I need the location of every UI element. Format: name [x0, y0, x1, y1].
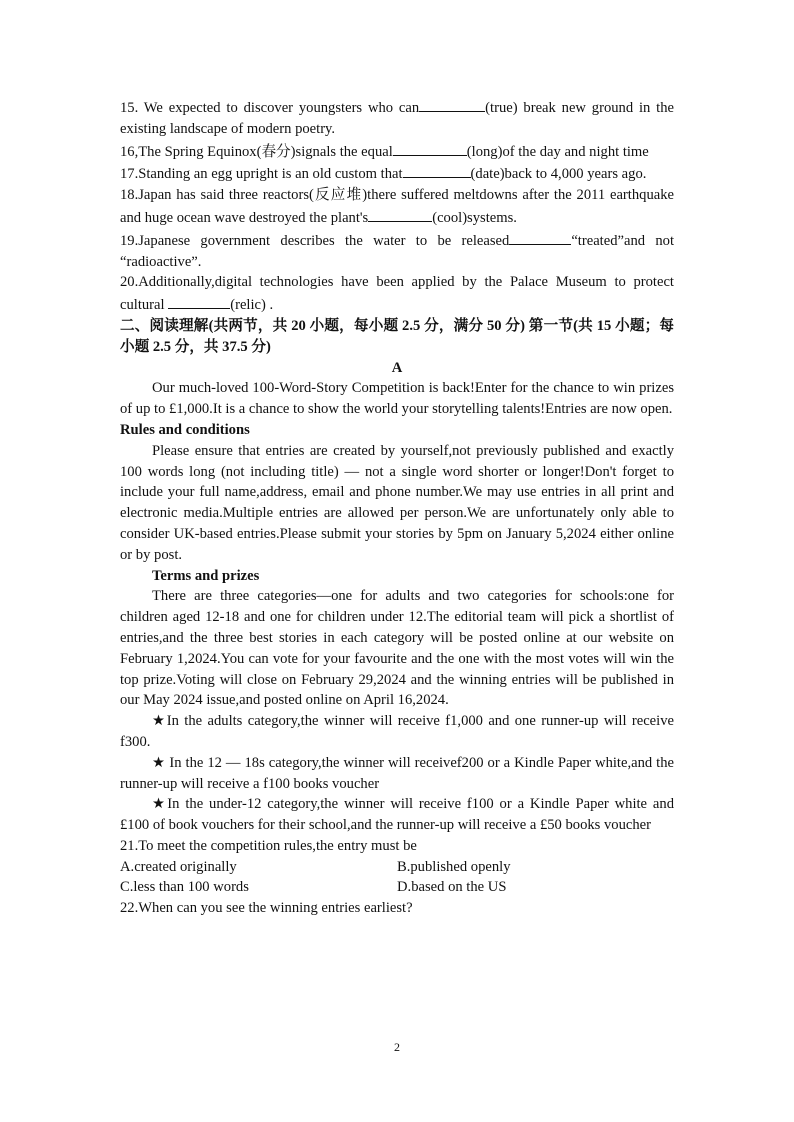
answer-blank-18[interactable] — [368, 206, 432, 222]
question-19: 19.Japanese government describes the water to be released “treated”and not “radioactive”. — [120, 229, 674, 273]
rules-text: Please ensure that entries are created by yourself,not previously published and exactly 100 words long (not including title) — not a single word shorter or longer!Don't forget to include your full name,address, email and phone number.We may use entries in all print and electronic media.Multiple entries are allowed per person.We are unfortunately only able to consider UK-based entries.Please submit your stories by 5pm on January 5,2024 either online or by post. — [120, 442, 674, 563]
question-21-options-row-1 — [120, 857, 674, 878]
answer-blank-15[interactable] — [419, 96, 485, 112]
rules-heading: Rules and conditions — [120, 421, 250, 438]
answer-blank-17[interactable] — [403, 162, 471, 178]
passage-intro: Our much-loved 100-Word-Story Competition is back!Enter for the chance to win prizes of up to £1,000.It is a chance to show the world your storytelling talents!Entries are now open. — [120, 380, 674, 418]
answer-blank-16[interactable] — [393, 140, 467, 156]
question-15: 15. We expected to discover youngsters who can (true) break new ground in the existing landscape of modern poetry. — [120, 96, 674, 140]
section-heading: 二、阅读理解(共两节，共 20 小题，每小题 2.5 分，满分 50 分) 第一节(共 15 小题；每小题 2.5 分，共 37.5 分) — [120, 317, 674, 355]
question-20: 20.Additionally,digital technologies have been applied by the Palace Museum to protect cultural (relic) . — [120, 274, 674, 314]
option-a[interactable]: A.created originally — [120, 858, 237, 875]
page-number: 2 — [394, 1040, 400, 1054]
question-22-stem: 22.When can you see the winning entries earliest? — [120, 900, 413, 917]
passage-letter: A — [391, 359, 403, 376]
option-c[interactable]: C.less than 100 words — [120, 879, 249, 896]
option-d[interactable]: D.based on the US — [397, 879, 507, 896]
terms-text: There are three categories—one for adults and two categories for schools:one for children aged 12-18 and one for children under 12.The editorial team will pick a shortlist of entries,and the three best stories in each category will be posted online at our website on February 1,2024.You can vote for your favourite and the one with the most votes will win the top prize.Voting will close on February 29,2024 and the winning entries will be published in our May 2024 issue,and posted online on April 16,2024. — [120, 588, 674, 709]
answer-blank-20[interactable] — [168, 293, 230, 309]
terms-heading: Terms and prizes — [152, 567, 260, 584]
prize-adults: ★In the adults category,the winner will receive f1,000 and one runner-up will receive f300. — [120, 713, 674, 750]
question-18: 18.Japan has said three reactors(反应堆)there suffered meltdowns after the 2011 earthquake and huge ocean wave destroyed the plant's (cool)systems. — [120, 187, 674, 226]
exam-page — [120, 96, 674, 919]
answer-blank-19[interactable] — [509, 229, 571, 245]
option-b[interactable]: B.published openly — [397, 858, 511, 875]
question-16: 16,The Spring Equinox(春分)signals the equal (long)of the day and night time — [120, 140, 674, 163]
question-21-options-row-2 — [120, 877, 674, 898]
question-17: 17.Standing an egg upright is an old custom that (date)back to 4,000 years ago. — [120, 162, 674, 185]
prize-12-18: ★ In the 12 — 18s category,the winner will receivef200 or a Kindle Paper white,and the runner-up will receive a f100 books voucher — [120, 754, 674, 792]
prize-under-12: ★In the under-12 category,the winner will receive f100 or a Kindle Paper white and £100 of book vouchers for their school,and the runner-up will receive a £50 books voucher — [120, 796, 674, 834]
question-21-stem: 21.To meet the competition rules,the entry must be — [120, 837, 417, 854]
